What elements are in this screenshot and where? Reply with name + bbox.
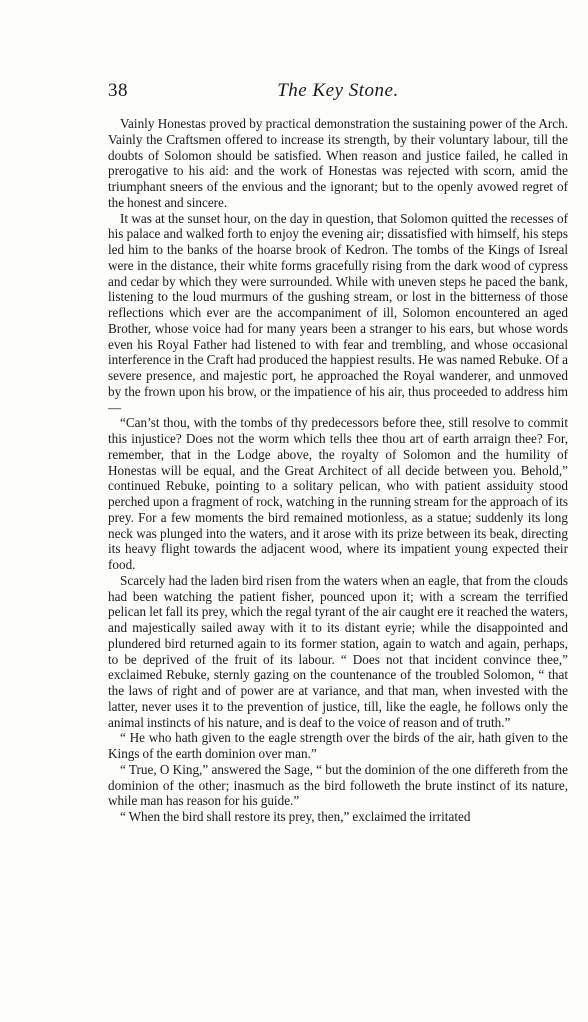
paragraph: “ True, O King,” answered the Sage, “ but the dominion of the one differeth from the dominion of the other; inasmuch as the bird followeth the brute instinct of its nature, while man has reason for his guide.” — [108, 761, 568, 809]
page-number: 38 — [108, 80, 128, 101]
paragraph: “Can’st thou, with the tombs of thy predecessors before thee, still resolve to commit this injustice? Does not the worm which tells thee thou art of earth arraign thee? For, remember, that in the Lodge above, the royalty of Solomon and the humility of Honestas will be equal, and the Great Architect of all decide between you. Behold,” continued Rebuke, pointing to a solitary pelican, who with patient assiduity stood perched upon a fragment of rock, watching in the running stream for the approach of its prey. For a few moments the bird remained motionless, as a statue; suddenly its long neck was plunged into the waters, and it arose with its prize between its beak, directing its heavy flight towards the adjacent wood, where its impatient young expected their food. — [108, 415, 568, 572]
running-title: The Key Stone. — [277, 80, 399, 101]
body-text — [108, 116, 568, 825]
paragraph: “ When the bird shall restore its prey, then,” exclaimed the irritated — [120, 809, 471, 824]
page-header — [108, 80, 568, 104]
paragraph: Scarcely had the laden bird risen from the waters when an eagle, that from the clouds had been watching the patient fisher, pounced upon it; with a scream the terrified pelican let fall its prey, which the regal tyrant of the air caught ere it reached the waters, and majestically sailed away with it to its distant eyrie; while the disappointed and plundered bird returned again to its former station, again to watch and again, perhaps, to be deprived of the fruit of its labour. “ Does not that incident convince thee,” exclaimed Rebuke, sternly gazing on the countenance of the troubled Solomon, “ that the laws of right and of power are at variance, and that man, when invested with the latter, never uses it to the prevention of justice, till, like the eagle, he follows only the animal instincts of his nature, and is deaf to the voice of reason and of truth.” — [108, 572, 568, 730]
paragraph: Vainly Honestas proved by practical demonstration the sustaining power of the Arch. Vainly the Craftsmen offered to increase its strength, by their voluntary labour, till the doubts of Solomon should be satisfied. When reason and justice failed, he called in prerogative to his aid: and the work of Honestas was rejected with scorn, amid the triumphant sneers of the envious and the ignorant; but to the openly avowed regret of the honest and sincere. — [108, 116, 568, 210]
paragraph: It was at the sunset hour, on the day in question, that Solomon quitted the recesses of his palace and walked forth to enjoy the evening air; dissatisfied with himself, his steps led him to the banks of the hoarse brook of Kedron. The tombs of the Kings of Isreal were in the distance, their white forms gracefully rising from the dark wood of cypress and cedar by which they were surrounded. While with uneven steps he paced the bank, listening to the loud murmurs of the gushing stream, or lost in the bitterness of those reflections which ever are the accompaniment of ill, Solomon encountered an aged Brother, whose voice had for many years been a stranger to his ears, but whose words even his Royal Father had listened to with fear and trembling, and whose occasional interference in the Craft had produced the happiest results. He was named Rebuke. Of a severe presence, and majestic port, he approached the Royal wanderer, and unmoved by the frown upon his brow, or the impatience of his air, thus proceeded to address him— — [108, 210, 568, 415]
paragraph: “ He who hath given to the eagle strength over the birds of the air, hath given to the Kings of the earth dominion over man.” — [108, 730, 568, 761]
